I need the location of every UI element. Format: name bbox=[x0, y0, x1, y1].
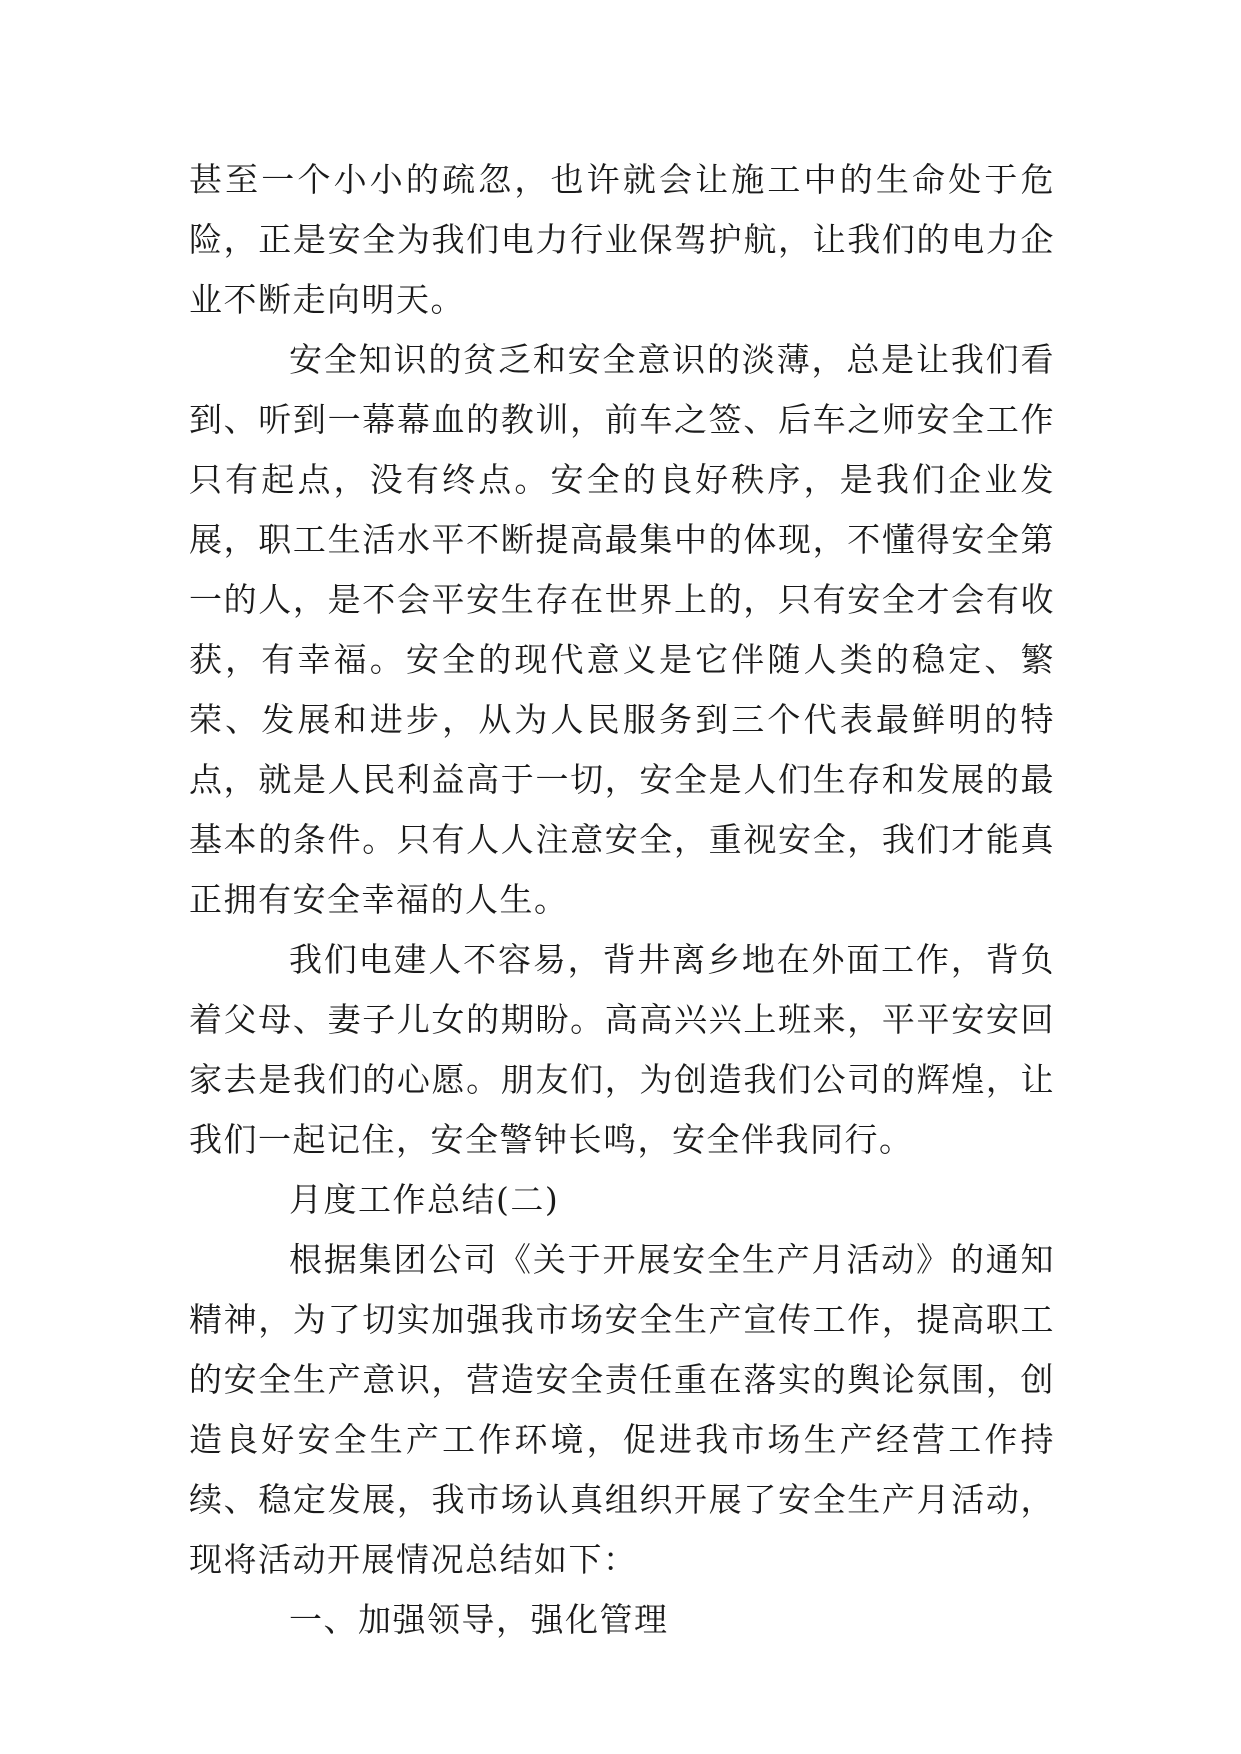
document-body bbox=[189, 150, 1055, 1650]
paragraph-safety-knowledge: 安全知识的贫乏和安全意识的淡薄，总是让我们看到、听到一幕幕血的教训，前车之签、后车之师安全工作只有起点，没有终点。安全的良好秩序，是我们企业发展，职工生活水平不断提高最集中的体现，不懂得安全第一的人，是不会平安生存在世界上的，只有安全才会有收获，有幸福。安全的现代意义是它伴随人类的稳定、繁荣、发展和进步，从为人民服务到三个代表最鲜明的特点，就是人民利益高于一切，安全是人们生存和发展的最基本的条件。只有人人注意安全，重视安全，我们才能真正拥有安全幸福的人生。 bbox=[189, 340, 1055, 919]
subsection-heading: 一、加强领导，强化管理 bbox=[289, 1600, 669, 1639]
paragraph-continuation: 甚至一个小小的疏忽，也许就会让施工中的生命处于危险，正是安全为我们电力行业保驾护航，让我们的电力企业不断走向明天。 bbox=[189, 160, 1055, 319]
paragraph-summary-intro: 根据集团公司《关于开展安全生产月活动》的通知精神，为了切实加强我市场安全生产宣传工作，提高职工的安全生产意识，营造安全责任重在落实的舆论氛围，创造良好安全生产工作环境，促进我市场生产经营工作持续、稳定发展，我市场认真组织开展了安全生产月活动，现将活动开展情况总结如下： bbox=[189, 1240, 1055, 1579]
paragraph-power-workers: 我们电建人不容易，背井离乡地在外面工作，背负着父母、妻子儿女的期盼。高高兴兴上班来，平平安安回家去是我们的心愿。朋友们，为创造我们公司的辉煌，让我们一起记住，安全警钟长鸣，安全伴我同行。 bbox=[189, 940, 1055, 1159]
section-title: 月度工作总结(二) bbox=[289, 1180, 560, 1219]
